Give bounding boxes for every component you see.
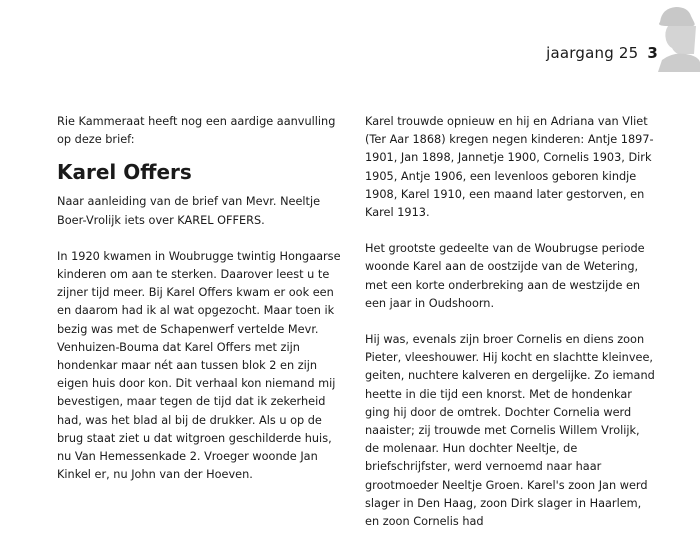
volume-label: jaargang 25 <box>546 44 639 62</box>
paragraph: Hij was, evenals zijn broer Cornelis en diens zoon Pieter, vleeshouwer. Hij kocht en slachtte kleinvee, geiten, nuchtere kalveren en dergelijke. Zo iemand heette in die tijd een knorst. Met de hondenkar ging hij door de omtrek. Dochter Cornelia werd naaister; zij trouwde met Cornelis Willem Vrolijk, de molenaar. Hun dochter Neeltje, de briefschrijfster, werd vernoemd naar haar grootmoeder Neeltje Groen. Karel's zoon Jan werd slager in Den Haag, zoon Dirk slager in Haarlem, en zoon Cornelis had <box>365 333 655 529</box>
page-number: 3 <box>647 44 658 62</box>
article-title: Karel Offers <box>57 160 192 185</box>
paragraph: Naar aanleiding van de brief van Mevr. Neeltje Boer-Vrolijk iets over KAREL OFFERS. <box>57 195 321 227</box>
paragraph: Karel trouwde opnieuw en hij en Adriana van Vliet (Ter Aar 1868) kregen negen kinderen: Antje 1897-1901, Jan 1898, Jannetje 1900, Cornelis 1903, Dirk 1905, Antje 1906, een levenloos geboren kindje 1908, Karel 1910, een maand later gestorven, en Karel 1913. <box>365 115 654 220</box>
left-column <box>57 113 345 502</box>
right-column <box>365 113 655 549</box>
page-header <box>546 44 658 62</box>
intro-text: Rie Kammeraat heeft nog een aardige aanvulling op deze brief: <box>57 115 336 147</box>
paragraph: Het grootste gedeelte van de Woubrugse periode woonde Karel aan de oostzijde van de Wetering, met een korte onderbreking aan de westzijde en een jaar in Oudshoorn. <box>365 242 645 310</box>
paragraph: In 1920 kwamen in Woubrugge twintig Hongaarse kinderen om aan te sterken. Daarover leest u te zijner tijd meer. Bij Karel Offers kwam er ook een en daarom had ik al wat opgezocht. Maar toen ik bezig was met de Schapenwerf vertelde Mevr. Venhuizen-Bouma dat Karel Offers met zijn hondenkar maar nét aan tussen blok 2 en zijn eigen huis door kon. Dit verhaal kon niemand mij bevestigen, maar tegen de tijd dat ik zekerheid had, was het blad al bij de drukker. Als u op de brug staat ziet u dat witgroen geschilderde huis, nu Van Hemessenkade 2. Vroeger woonde Jan Kinkel er, nu John van der Hoeven. <box>57 249 341 482</box>
